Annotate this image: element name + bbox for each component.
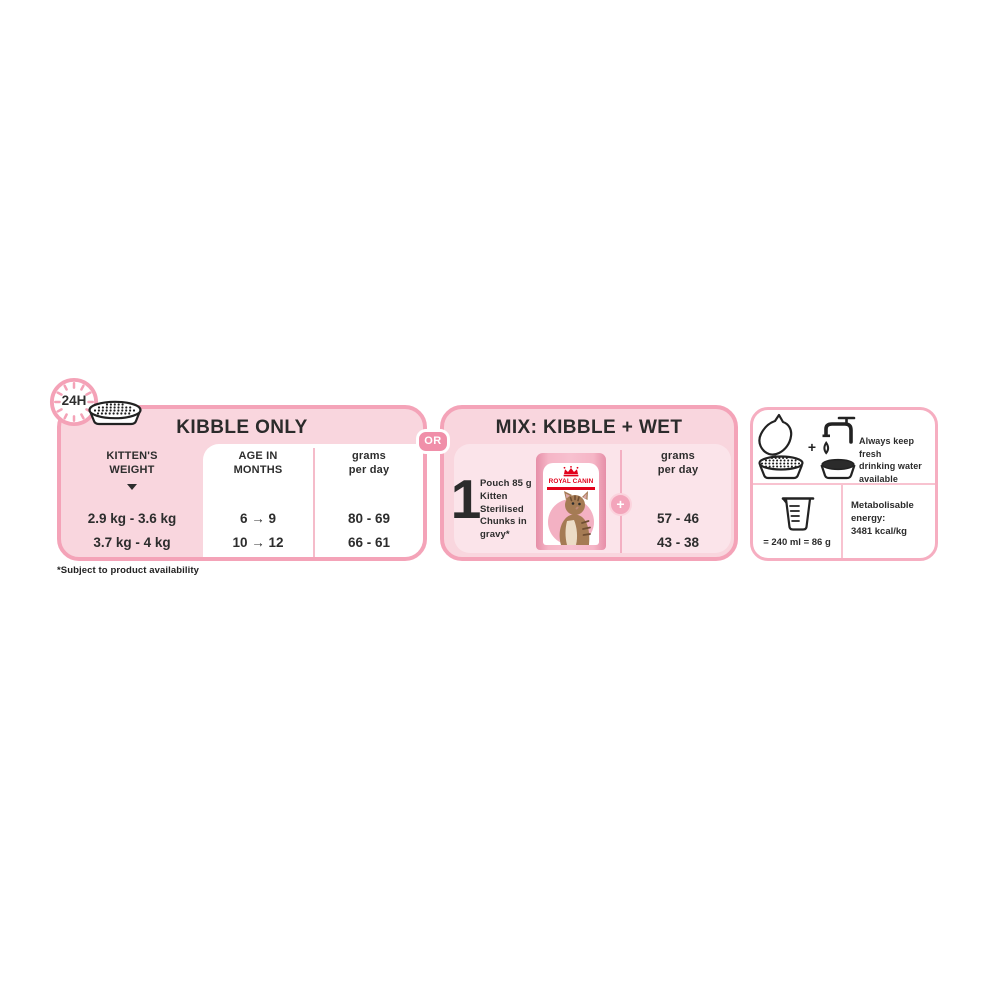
pouch-description: Pouch 85 g Kitten Sterilised Chunks in gravy* <box>480 478 532 541</box>
age-row-1: 6 → 9 <box>239 511 277 526</box>
weight-row-2: 3.7 kg - 4 kg <box>93 535 171 550</box>
plus-icon: + <box>807 439 817 455</box>
metabolisable-energy: Metabolisable energy: 3481 kcal/kg <box>851 500 914 537</box>
pouch-image <box>536 453 606 550</box>
mix-grams-column <box>622 449 734 550</box>
age-row-2: 10 → 12 <box>232 535 284 550</box>
down-triangle-icon <box>127 484 137 490</box>
info-vertical-divider <box>841 483 843 558</box>
cat-drinking-icon <box>756 413 806 481</box>
mix-grams-row-1: 57 - 46 <box>656 511 700 526</box>
grams-row-2: 66 - 61 <box>347 535 391 550</box>
age-column <box>203 449 313 550</box>
pouch-red-line <box>547 487 595 490</box>
grams-column <box>315 449 423 550</box>
measuring-cup-icon <box>777 494 817 534</box>
water-note: Always keep fresh drinking water available <box>859 436 922 484</box>
info-panel <box>750 407 938 561</box>
measure-equivalence: = 240 ml = 86 g <box>763 537 831 548</box>
weight-row-1: 2.9 kg - 3.6 kg <box>87 511 177 526</box>
grams-column-header: grams per day <box>348 450 390 476</box>
royal-canin-crown-icon <box>559 466 583 477</box>
mix-grams-row-2: 43 - 38 <box>656 535 700 550</box>
footnote: *Subject to product availability <box>57 565 200 576</box>
mix-panel-title: MIX: KIBBLE + WET <box>495 417 683 438</box>
mix-grams-header: grams per day <box>657 450 699 476</box>
plus-icon: + <box>609 493 632 516</box>
pouch-front-panel <box>543 463 599 545</box>
weight-column <box>61 449 203 550</box>
or-badge: OR <box>416 429 450 454</box>
clock-label: 24H <box>61 393 87 408</box>
pouch-brand-text: ROYAL CANIN <box>548 478 594 485</box>
age-column-header: AGE IN MONTHS <box>233 450 283 476</box>
pouch-quantity: 1 <box>450 468 482 530</box>
mix-kibble-wet-panel <box>440 405 738 561</box>
kibble-only-title: KIBBLE ONLY <box>176 417 308 438</box>
kibble-only-panel <box>57 405 427 561</box>
water-tap-icon <box>820 415 856 481</box>
grams-row-1: 80 - 69 <box>347 511 391 526</box>
weight-column-header: KITTEN'S WEIGHT <box>106 450 158 476</box>
kibble-bowl-icon <box>86 400 144 428</box>
kitten-photo <box>549 491 593 545</box>
